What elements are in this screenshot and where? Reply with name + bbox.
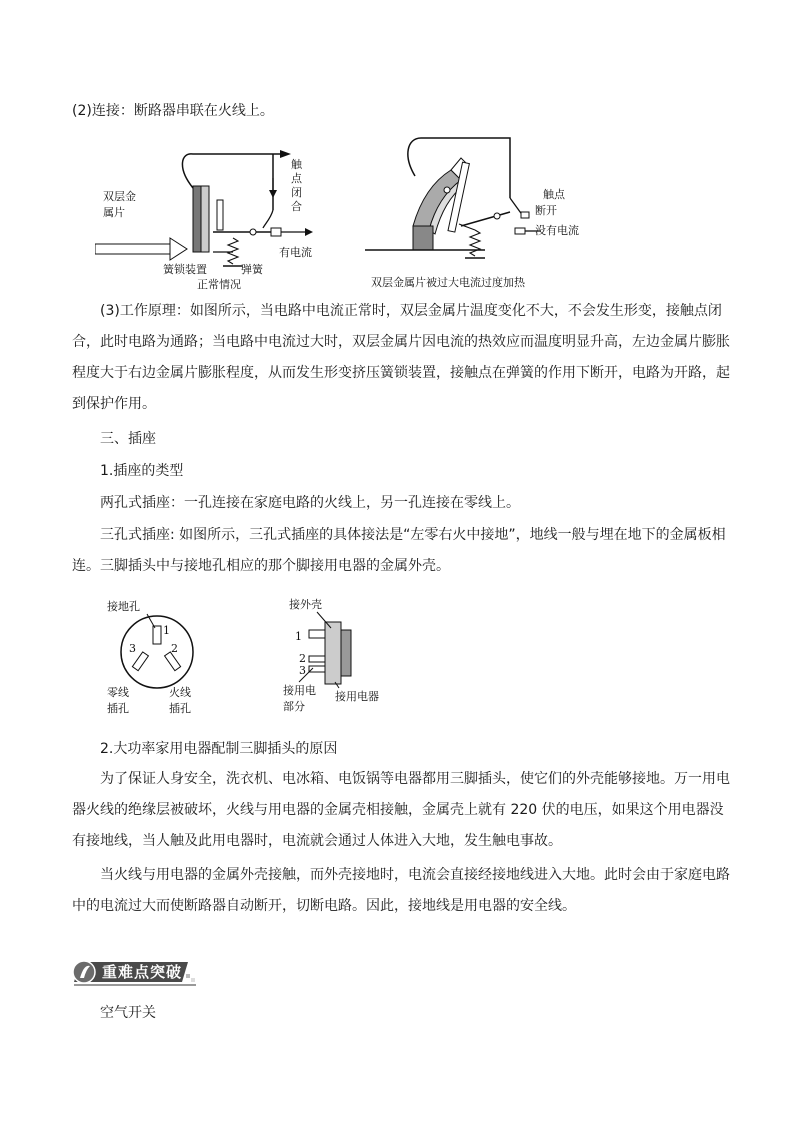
reason-paragraph-2: 当火线与用电器的金属外壳接触，而外壳接地时，电流会直接经接地线进入大地。此时会由于家庭电路中的电流过大而使断路器自动断开，切断电路。因此，接地线是用电器的安全线。 (72, 867, 730, 914)
part-label-2: 部分 (283, 700, 305, 713)
socket-types-heading: 1.插座的类型 (100, 463, 184, 479)
neutral-label-2: 插孔 (107, 702, 129, 715)
banner-title: 重难点突破 (102, 963, 183, 981)
neutral-label-1: 零线 (107, 686, 129, 699)
part-label-1: 接用电 (283, 684, 316, 697)
appliance-label: 接用电器 (335, 690, 379, 703)
two-hole-paragraph: 两孔式插座：一孔连接在家庭电路的火线上，另一孔连接在零线上。 (100, 495, 520, 511)
connect-paragraph: (2)连接：断路器串联在火线上。 (72, 103, 274, 119)
contact-open-label-2: 断开 (535, 204, 557, 217)
breaker-normal-diagram (95, 150, 313, 291)
ground-hole-label: 接地孔 (107, 600, 140, 613)
bimetal-label-2: 属片 (103, 206, 125, 219)
breaker-tripped-diagram (365, 138, 579, 289)
live-label-1: 火线 (169, 686, 191, 699)
hole-number-1: 1 (163, 624, 170, 637)
pin-number-2: 2 (299, 652, 306, 665)
section-3-heading: 三、插座 (100, 431, 156, 447)
hole-number-3: 3 (129, 642, 136, 655)
overheat-label: 双层金属片被过大电流过度加热 (371, 276, 525, 289)
three-hole-socket-diagram (107, 599, 193, 715)
shell-label: 接外壳 (289, 598, 322, 611)
key-points-banner (70, 958, 196, 986)
current-on-label: 有电流 (279, 246, 312, 259)
no-current-label: 没有电流 (535, 224, 579, 237)
contact-closed-4: 合 (291, 200, 302, 213)
socket-figure (95, 592, 415, 722)
contact-closed-1: 触 (291, 158, 302, 171)
contact-open-label-1: 触点 (543, 188, 565, 201)
breaker-figure (95, 128, 675, 298)
normal-label: 正常情况 (197, 278, 241, 291)
contact-closed-2: 点 (291, 172, 302, 185)
bimetal-label-1: 双层金 (103, 190, 136, 203)
three-pin-plug-diagram (283, 597, 379, 713)
principle-paragraph: (3)工作原理：如图所示，当电路中电流正常时，双层金属片温度变化不大，不会发生形变，接触点闭合，此时电路为通路；当电路中电流过大时，双层金属片因电流的热效应而温度明显升高，左边金属片膨胀程度大于右边金属片膨胀程度，从而发生形变挤压簧锁装置，接触点在弹簧的作用下断开，电路为开路，起到保护作用。 (72, 303, 730, 412)
lock-label: 簧锁装置 (163, 263, 207, 276)
spring-label: 弹簧 (241, 263, 263, 276)
reason-heading: 2.大功率家用电器配制三脚插头的原因 (100, 741, 338, 757)
contact-closed-3: 闭 (291, 186, 302, 199)
reason-paragraph-1: 为了保证人身安全，洗衣机、电冰箱、电饭锅等电器都用三脚插头，使它们的外壳能够接地。万一用电器火线的绝缘层被破坏，火线与用电器的金属壳相接触，金属壳上就有 220 伏的电压，如果这个用电器没有接地线，当人触及此用电器时，电流就会通过人体进入大地，发生触电事故。 (72, 771, 730, 849)
live-label-2: 插孔 (169, 702, 191, 715)
air-switch-title: 空气开关 (100, 1005, 156, 1021)
hole-number-2: 2 (171, 642, 178, 655)
pin-number-3: 3 (299, 664, 306, 677)
three-hole-paragraph: 三孔式插座: 如图所示，三孔式插座的具体接法是“左零右火中接地”，地线一般与埋在地下的金属板相连。三脚插头中与接地孔相应的那个脚接用电器的金属外壳。 (72, 527, 726, 574)
pin-number-1: 1 (295, 630, 302, 643)
